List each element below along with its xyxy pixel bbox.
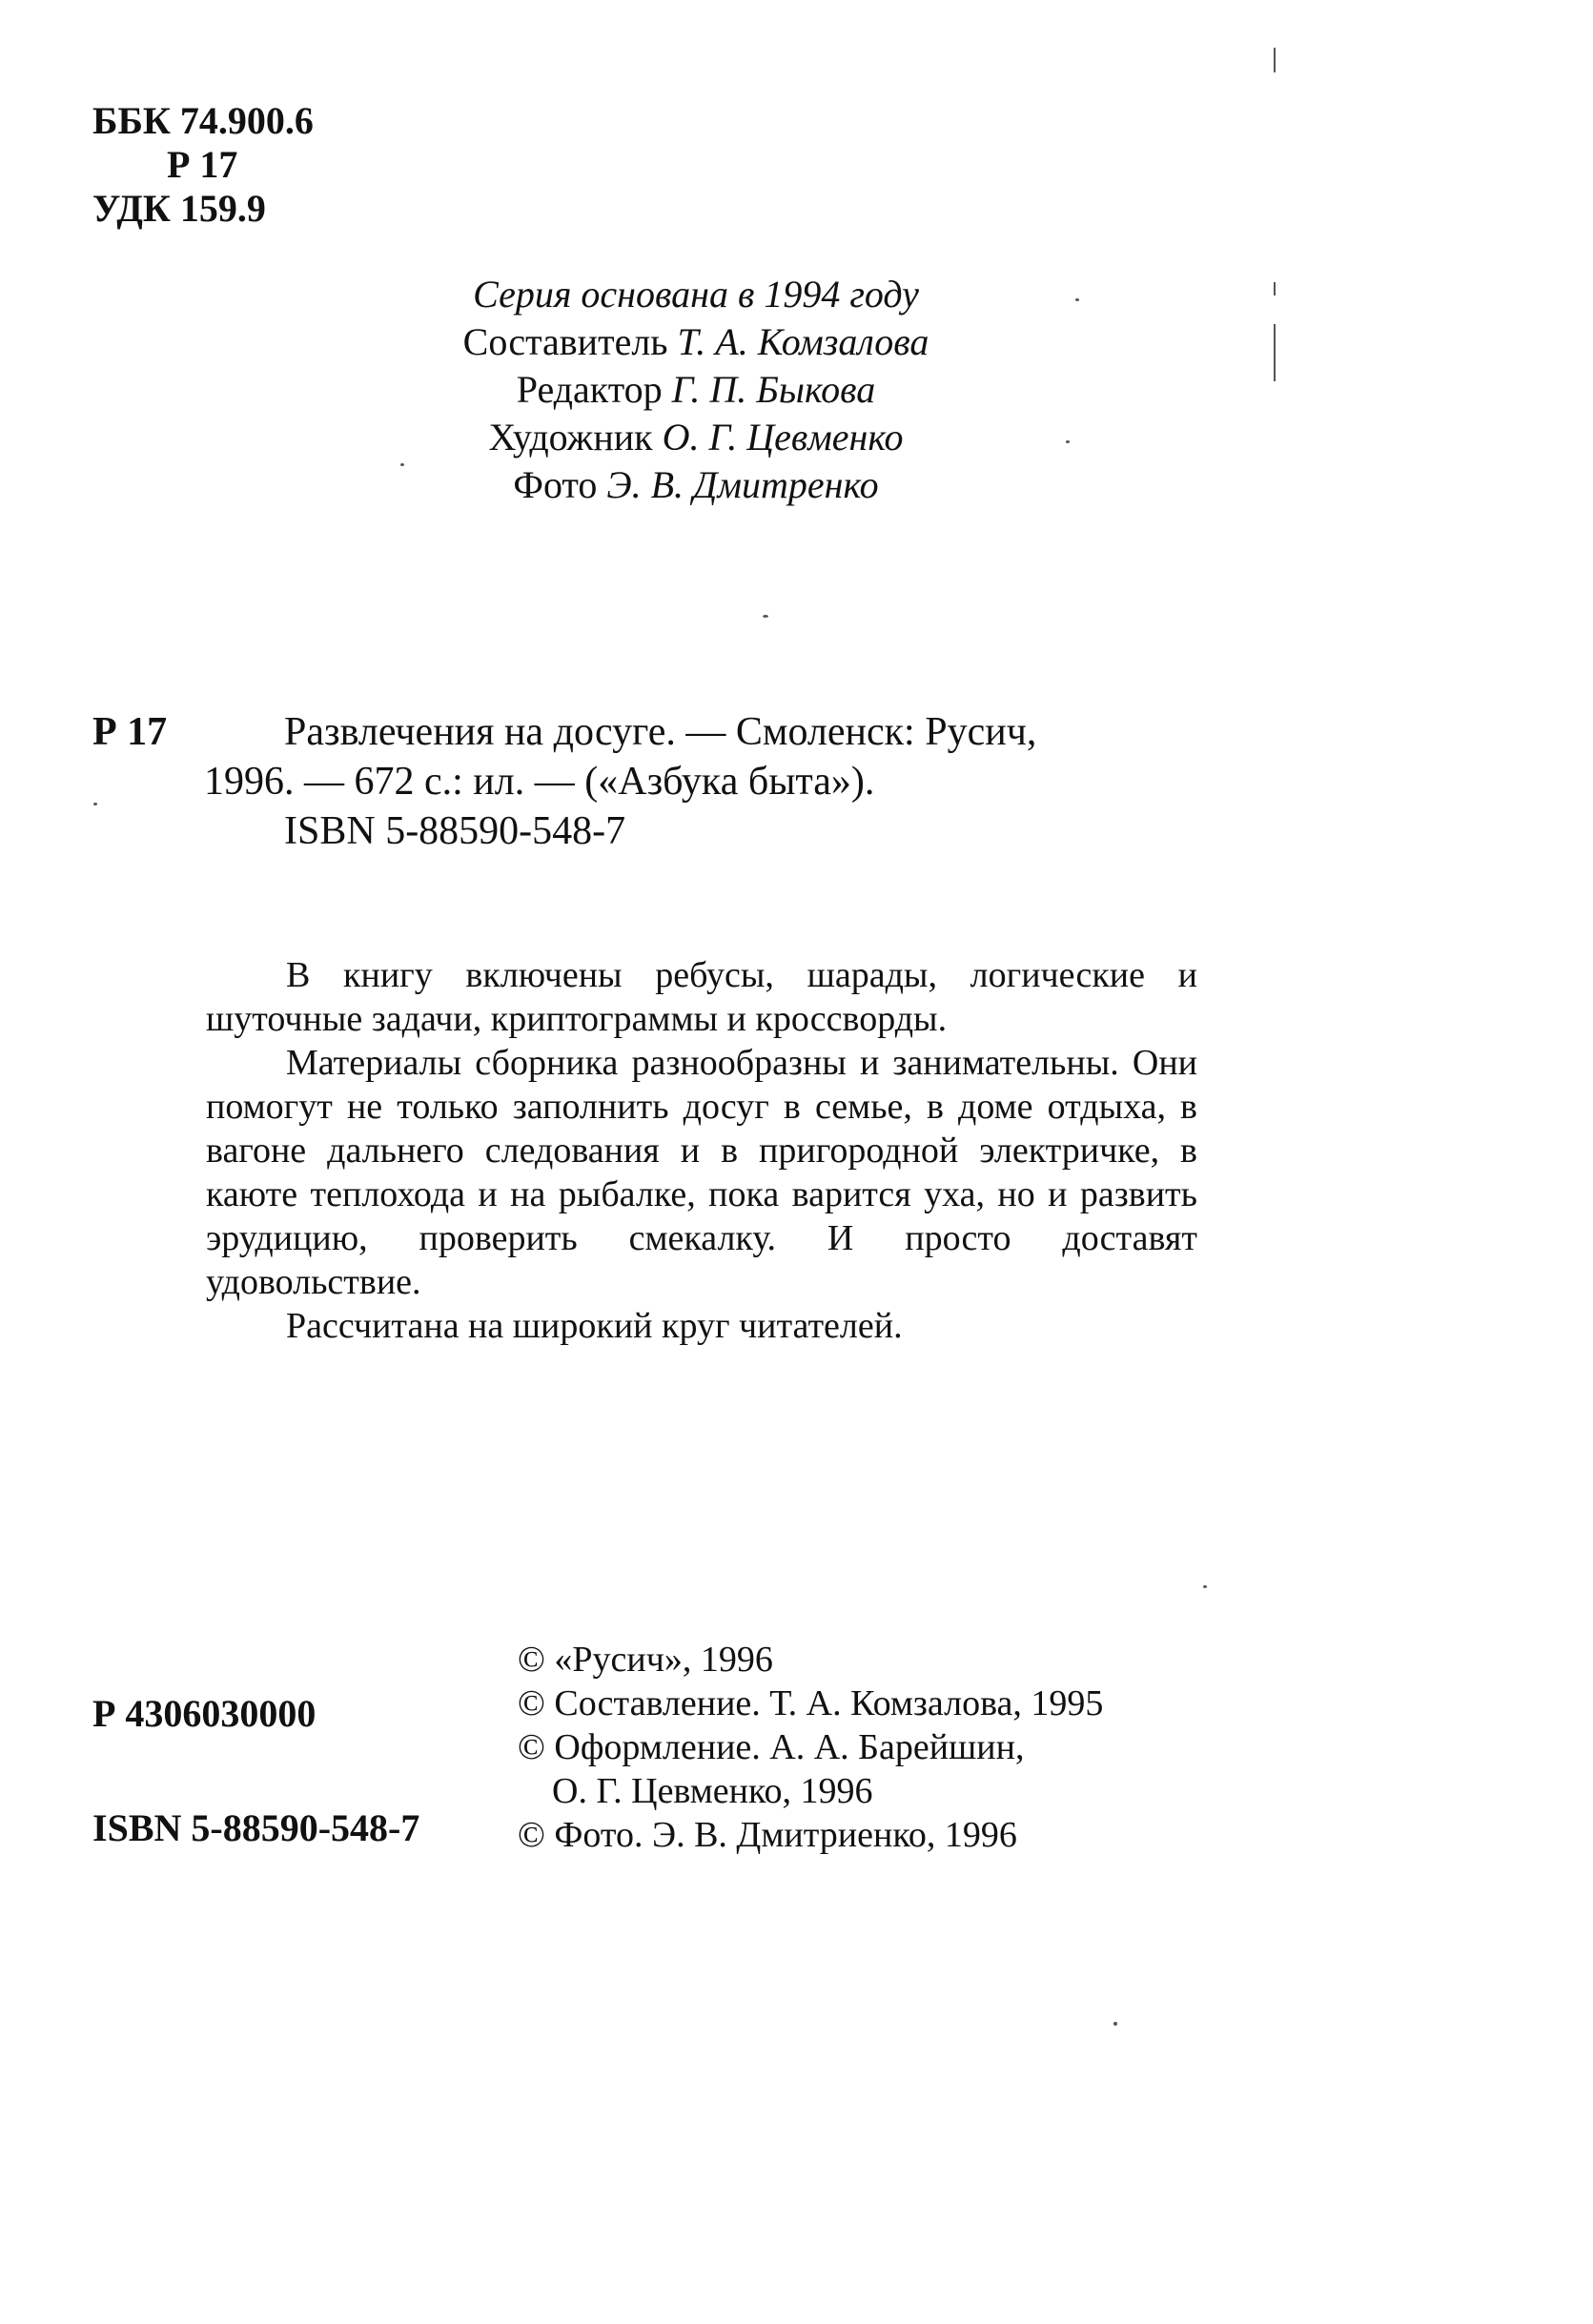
photo-name: Э. В. Дмитренко — [606, 463, 879, 506]
annotation — [206, 953, 1197, 1348]
annotation-paragraph-3: Рассчитана на широкий круг читателей. — [286, 1306, 903, 1346]
bottom-isbn: ISBN 5-88590-548-7 — [92, 1806, 420, 1849]
editor-name: Г. П. Быкова — [671, 368, 876, 411]
entry-line-1: Развлечения на досуге. — Смоленск: Русич, — [284, 710, 1037, 754]
annotation-paragraph-2: Материалы сборника разнообразны и занимательны. Они помогут не только заполнить досуг в семье, в доме отдыха, в вагоне дальнего следования и в пригородной электричке, в каюте теплохода и на рыбалке, пока варится уха, но и развить эрудицию, проверить смекалку. И просто доставят удовольствие. — [206, 1043, 1197, 1302]
annotation-paragraph-1: В книгу включены ребусы, шарады, логические и шуточные задачи, криптограммы и кроссворды. — [206, 955, 1197, 1039]
entry-code: Р 17 — [92, 710, 168, 754]
compiler-line — [315, 318, 1077, 366]
scan-speck — [1274, 282, 1276, 296]
scan-speck — [763, 615, 768, 618]
copyright-block — [518, 1638, 1103, 1857]
bbk-code: ББК 74.900.6 — [92, 99, 314, 142]
scan-speck — [1274, 48, 1276, 72]
entry-line-2: 1996. — 672 с.: ил. — («Азбука быта»). — [204, 760, 875, 804]
scan-speck — [1075, 298, 1079, 301]
udk-code: УДК 159.9 — [92, 187, 266, 230]
author-mark: Р 17 — [167, 143, 238, 186]
scan-speck — [400, 463, 404, 466]
scan-speck — [93, 803, 97, 805]
editor-role: Редактор — [516, 368, 663, 411]
scan-speck — [1274, 324, 1276, 381]
copyright-photo: © Фото. Э. В. Дмитриенко, 1996 — [518, 1815, 1017, 1855]
compiler-role: Составитель — [462, 320, 668, 363]
photo-role: Фото — [513, 463, 598, 506]
compiler-name: Т. А. Комзалова — [677, 320, 929, 363]
credits-block — [315, 271, 1077, 509]
copyright-design-cont: О. Г. Цевменко, 1996 — [552, 1771, 873, 1811]
photo-line — [315, 461, 1077, 509]
scan-speck — [1113, 2022, 1117, 2026]
copyright-publisher: © «Русич», 1996 — [518, 1640, 773, 1680]
entry-isbn: ISBN 5-88590-548-7 — [284, 809, 626, 853]
scan-speck — [1066, 440, 1070, 443]
copyright-compilation: © Составление. Т. А. Комзалова, 1995 — [518, 1683, 1104, 1723]
scan-speck — [1203, 1585, 1207, 1588]
editor-line — [315, 366, 1077, 414]
bottom-codes — [92, 1691, 419, 1851]
artist-name: О. Г. Цевменко — [662, 416, 904, 459]
artist-line — [315, 414, 1077, 461]
series-line: Серия основана в 1994 году — [473, 273, 919, 316]
catalog-entry — [204, 707, 1037, 856]
copyright-design: © Оформление. А. А. Барейшин, — [518, 1727, 1025, 1767]
classification-block — [92, 99, 314, 231]
artist-role: Художник — [488, 416, 653, 459]
bottom-code: Р 4306030000 — [92, 1692, 317, 1735]
